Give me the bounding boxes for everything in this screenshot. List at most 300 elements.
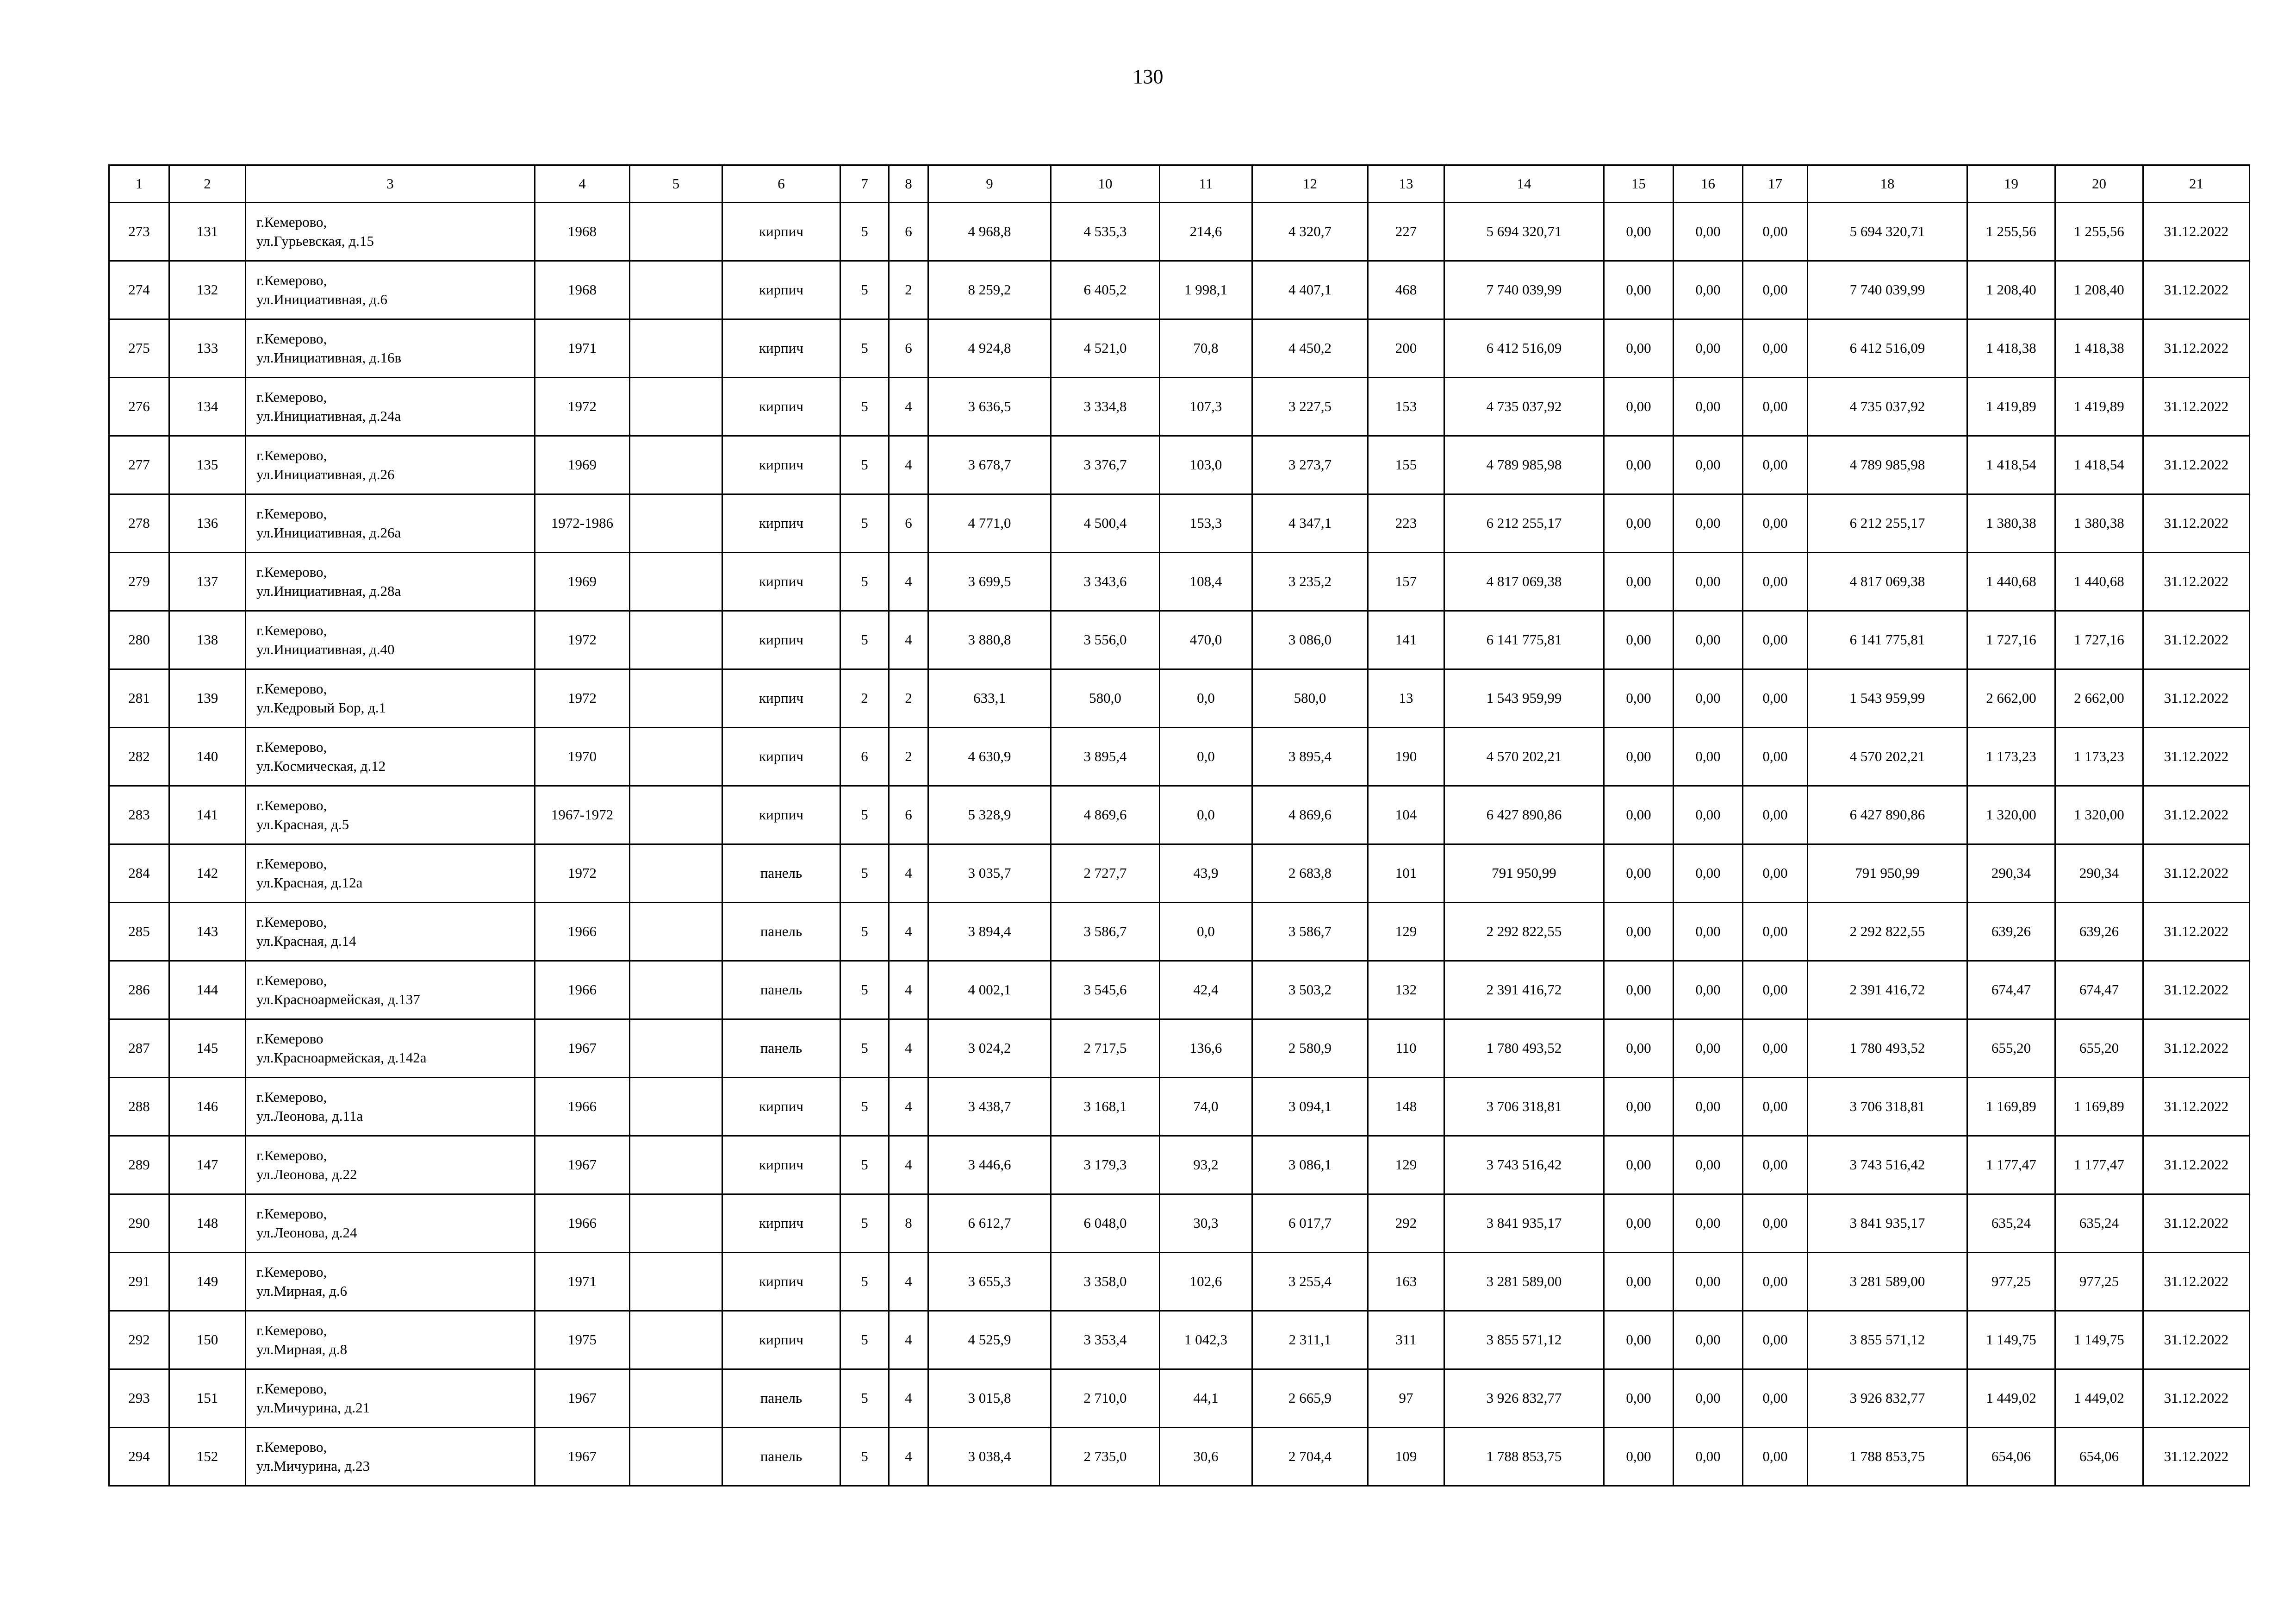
cell-c16: 0,00 [1674, 494, 1743, 553]
cell-c14: 2 391 416,72 [1444, 961, 1604, 1019]
cell-date: 31.12.2022 [2143, 1019, 2250, 1078]
cell-c16: 0,00 [1674, 669, 1743, 728]
table-row [109, 553, 2250, 611]
cell-m: 147 [169, 1136, 246, 1194]
cell-c15: 0,00 [1604, 669, 1674, 728]
cell-c13: 110 [1368, 1019, 1444, 1078]
cell-c19: 1 149,75 [1967, 1311, 2055, 1369]
address-city: г.Кемерово, [256, 1439, 327, 1455]
cell-c17: 0,00 [1743, 1253, 1808, 1311]
cell-c10: 3 353,4 [1051, 1311, 1160, 1369]
cell-date: 31.12.2022 [2143, 844, 2250, 903]
cell-date: 31.12.2022 [2143, 669, 2250, 728]
cell-entrances: 2 [889, 728, 928, 786]
table-row [109, 1078, 2250, 1136]
cell-c16: 0,00 [1674, 1428, 1743, 1486]
cell-c11: 470,0 [1160, 611, 1252, 669]
cell-c5 [630, 669, 722, 728]
cell-c15: 0,00 [1604, 203, 1674, 261]
cell-n: 274 [109, 261, 169, 319]
cell-c20: 1 320,00 [2055, 786, 2143, 844]
column-header-12: 12 [1252, 165, 1368, 203]
column-header-5: 5 [630, 165, 722, 203]
cell-c11: 1 998,1 [1160, 261, 1252, 319]
cell-material: кирпич [722, 319, 840, 378]
cell-c16: 0,00 [1674, 261, 1743, 319]
address-city: г.Кемерово, [256, 1322, 327, 1339]
cell-c14: 6 212 255,17 [1444, 494, 1604, 553]
cell-year: 1971 [535, 319, 630, 378]
cell-m: 144 [169, 961, 246, 1019]
cell-c20: 1 727,16 [2055, 611, 2143, 669]
cell-c14: 6 141 775,81 [1444, 611, 1604, 669]
address-cell [246, 203, 535, 261]
cell-c5 [630, 1428, 722, 1486]
cell-c12: 6 017,7 [1252, 1194, 1368, 1253]
cell-c9: 3 038,4 [928, 1428, 1051, 1486]
cell-floors: 5 [840, 611, 889, 669]
cell-c10: 4 535,3 [1051, 203, 1160, 261]
column-header-18: 18 [1808, 165, 1967, 203]
cell-c20: 639,26 [2055, 903, 2143, 961]
cell-c16: 0,00 [1674, 903, 1743, 961]
cell-floors: 5 [840, 1194, 889, 1253]
cell-c12: 4 347,1 [1252, 494, 1368, 553]
cell-date: 31.12.2022 [2143, 1194, 2250, 1253]
cell-c12: 4 450,2 [1252, 319, 1368, 378]
cell-c5 [630, 611, 722, 669]
cell-year: 1972 [535, 378, 630, 436]
cell-c10: 3 586,7 [1051, 903, 1160, 961]
cell-entrances: 2 [889, 669, 928, 728]
cell-c18: 3 706 318,81 [1808, 1078, 1967, 1136]
cell-c11: 30,6 [1160, 1428, 1252, 1486]
cell-c17: 0,00 [1743, 1136, 1808, 1194]
cell-c11: 30,3 [1160, 1194, 1252, 1253]
cell-c10: 4 869,6 [1051, 786, 1160, 844]
cell-c15: 0,00 [1604, 319, 1674, 378]
cell-c18: 2 292 822,55 [1808, 903, 1967, 961]
cell-material: кирпич [722, 786, 840, 844]
cell-c18: 6 412 516,09 [1808, 319, 1967, 378]
cell-n: 293 [109, 1369, 169, 1428]
cell-c14: 1 543 959,99 [1444, 669, 1604, 728]
column-header-14: 14 [1444, 165, 1604, 203]
address-street: ул.Гурьевская, д.15 [256, 232, 374, 249]
cell-c19: 1 727,16 [1967, 611, 2055, 669]
cell-entrances: 4 [889, 611, 928, 669]
cell-entrances: 4 [889, 1019, 928, 1078]
cell-c11: 0,0 [1160, 786, 1252, 844]
cell-entrances: 4 [889, 1369, 928, 1428]
cell-c5 [630, 1311, 722, 1369]
cell-c10: 3 545,6 [1051, 961, 1160, 1019]
address-street: ул.Инициативная, д.6 [256, 291, 387, 307]
cell-c15: 0,00 [1604, 844, 1674, 903]
address-city: г.Кемерово, [256, 914, 327, 931]
cell-c12: 3 086,1 [1252, 1136, 1368, 1194]
cell-c15: 0,00 [1604, 1253, 1674, 1311]
cell-year: 1969 [535, 553, 630, 611]
cell-c13: 153 [1368, 378, 1444, 436]
cell-c11: 108,4 [1160, 553, 1252, 611]
cell-year: 1966 [535, 903, 630, 961]
cell-c13: 148 [1368, 1078, 1444, 1136]
address-street: ул.Красноармейская, д.137 [256, 991, 420, 1007]
page-number: 130 [1132, 65, 1164, 88]
cell-m: 134 [169, 378, 246, 436]
cell-year: 1969 [535, 436, 630, 494]
table-row [109, 1311, 2250, 1369]
cell-c13: 129 [1368, 1136, 1444, 1194]
column-header-4: 4 [535, 165, 630, 203]
cell-c16: 0,00 [1674, 203, 1743, 261]
cell-c9: 6 612,7 [928, 1194, 1051, 1253]
cell-c10: 3 168,1 [1051, 1078, 1160, 1136]
cell-date: 31.12.2022 [2143, 1253, 2250, 1311]
cell-n: 291 [109, 1253, 169, 1311]
cell-c19: 977,25 [1967, 1253, 2055, 1311]
cell-c12: 2 704,4 [1252, 1428, 1368, 1486]
cell-c20: 1 418,38 [2055, 319, 2143, 378]
address-street: ул.Мичурина, д.21 [256, 1399, 370, 1416]
cell-year: 1966 [535, 1078, 630, 1136]
cell-year: 1975 [535, 1311, 630, 1369]
cell-c13: 223 [1368, 494, 1444, 553]
table-row [109, 1019, 2250, 1078]
cell-c10: 2 727,7 [1051, 844, 1160, 903]
cell-m: 132 [169, 261, 246, 319]
cell-c5 [630, 436, 722, 494]
cell-c9: 4 630,9 [928, 728, 1051, 786]
address-cell [246, 261, 535, 319]
cell-m: 133 [169, 319, 246, 378]
address-street: ул.Мичурина, д.23 [256, 1457, 370, 1474]
cell-n: 292 [109, 1311, 169, 1369]
cell-c20: 1 169,89 [2055, 1078, 2143, 1136]
cell-c17: 0,00 [1743, 903, 1808, 961]
cell-c12: 2 683,8 [1252, 844, 1368, 903]
table-row [109, 1253, 2250, 1311]
cell-date: 31.12.2022 [2143, 1311, 2250, 1369]
cell-m: 148 [169, 1194, 246, 1253]
cell-material: панель [722, 1428, 840, 1486]
cell-n: 285 [109, 903, 169, 961]
column-header-15: 15 [1604, 165, 1674, 203]
cell-c20: 1 173,23 [2055, 728, 2143, 786]
cell-c5 [630, 728, 722, 786]
cell-c17: 0,00 [1743, 1078, 1808, 1136]
cell-c19: 1 169,89 [1967, 1078, 2055, 1136]
table-row [109, 728, 2250, 786]
cell-c12: 3 273,7 [1252, 436, 1368, 494]
cell-material: кирпич [722, 378, 840, 436]
cell-c17: 0,00 [1743, 494, 1808, 553]
cell-material: кирпич [722, 669, 840, 728]
cell-year: 1968 [535, 203, 630, 261]
cell-n: 278 [109, 494, 169, 553]
cell-c5 [630, 961, 722, 1019]
cell-m: 151 [169, 1369, 246, 1428]
cell-material: панель [722, 844, 840, 903]
cell-c13: 311 [1368, 1311, 1444, 1369]
cell-c19: 290,34 [1967, 844, 2055, 903]
cell-c18: 6 212 255,17 [1808, 494, 1967, 553]
cell-c19: 1 255,56 [1967, 203, 2055, 261]
cell-entrances: 4 [889, 1078, 928, 1136]
cell-material: панель [722, 961, 840, 1019]
column-header-10: 10 [1051, 165, 1160, 203]
cell-c14: 6 427 890,86 [1444, 786, 1604, 844]
cell-c15: 0,00 [1604, 1194, 1674, 1253]
cell-c16: 0,00 [1674, 436, 1743, 494]
cell-c19: 639,26 [1967, 903, 2055, 961]
cell-material: кирпич [722, 1253, 840, 1311]
cell-c19: 1 418,54 [1967, 436, 2055, 494]
address-city: г.Кемерово, [256, 856, 327, 872]
cell-year: 1971 [535, 1253, 630, 1311]
table-row [109, 203, 2250, 261]
table-row [109, 786, 2250, 844]
cell-c20: 1 418,54 [2055, 436, 2143, 494]
cell-c17: 0,00 [1743, 1428, 1808, 1486]
cell-n: 289 [109, 1136, 169, 1194]
cell-c10: 2 717,5 [1051, 1019, 1160, 1078]
cell-c10: 6 405,2 [1051, 261, 1160, 319]
cell-c18: 3 855 571,12 [1808, 1311, 1967, 1369]
cell-c9: 3 678,7 [928, 436, 1051, 494]
cell-c16: 0,00 [1674, 786, 1743, 844]
cell-c10: 3 358,0 [1051, 1253, 1160, 1311]
cell-c12: 3 503,2 [1252, 961, 1368, 1019]
cell-c20: 674,47 [2055, 961, 2143, 1019]
cell-material: панель [722, 1019, 840, 1078]
cell-c19: 1 173,23 [1967, 728, 2055, 786]
cell-year: 1972 [535, 844, 630, 903]
cell-c18: 7 740 039,99 [1808, 261, 1967, 319]
cell-c18: 3 281 589,00 [1808, 1253, 1967, 1311]
address-street: ул.Космическая, д.12 [256, 757, 386, 774]
cell-c11: 102,6 [1160, 1253, 1252, 1311]
cell-c12: 3 586,7 [1252, 903, 1368, 961]
cell-c18: 1 543 959,99 [1808, 669, 1967, 728]
cell-c5 [630, 903, 722, 961]
cell-c14: 3 706 318,81 [1444, 1078, 1604, 1136]
cell-c11: 0,0 [1160, 903, 1252, 961]
cell-c5 [630, 494, 722, 553]
cell-c17: 0,00 [1743, 1369, 1808, 1428]
cell-entrances: 4 [889, 1428, 928, 1486]
cell-n: 283 [109, 786, 169, 844]
cell-c18: 1 788 853,75 [1808, 1428, 1967, 1486]
cell-entrances: 6 [889, 203, 928, 261]
cell-c20: 1 208,40 [2055, 261, 2143, 319]
cell-c18: 4 789 985,98 [1808, 436, 1967, 494]
cell-c12: 2 665,9 [1252, 1369, 1368, 1428]
cell-c15: 0,00 [1604, 553, 1674, 611]
cell-c17: 0,00 [1743, 669, 1808, 728]
cell-floors: 5 [840, 553, 889, 611]
cell-c13: 97 [1368, 1369, 1444, 1428]
cell-c9: 3 894,4 [928, 903, 1051, 961]
cell-c15: 0,00 [1604, 728, 1674, 786]
address-cell [246, 728, 535, 786]
address-city: г.Кемерово, [256, 331, 327, 347]
cell-c9: 3 655,3 [928, 1253, 1051, 1311]
cell-c14: 4 735 037,92 [1444, 378, 1604, 436]
cell-n: 286 [109, 961, 169, 1019]
cell-c5 [630, 1019, 722, 1078]
address-cell [246, 494, 535, 553]
cell-c16: 0,00 [1674, 1078, 1743, 1136]
cell-c13: 200 [1368, 319, 1444, 378]
table-row [109, 1136, 2250, 1194]
address-street: ул.Леонова, д.22 [256, 1166, 357, 1182]
cell-date: 31.12.2022 [2143, 203, 2250, 261]
column-header-3: 3 [246, 165, 535, 203]
cell-floors: 5 [840, 261, 889, 319]
cell-c9: 3 015,8 [928, 1369, 1051, 1428]
cell-year: 1967 [535, 1369, 630, 1428]
cell-c10: 2 710,0 [1051, 1369, 1160, 1428]
cell-c16: 0,00 [1674, 378, 1743, 436]
address-cell [246, 436, 535, 494]
cell-c5 [630, 1136, 722, 1194]
cell-c17: 0,00 [1743, 961, 1808, 1019]
cell-date: 31.12.2022 [2143, 1136, 2250, 1194]
cell-n: 276 [109, 378, 169, 436]
cell-c11: 214,6 [1160, 203, 1252, 261]
cell-c20: 1 380,38 [2055, 494, 2143, 553]
cell-c15: 0,00 [1604, 611, 1674, 669]
cell-c18: 791 950,99 [1808, 844, 1967, 903]
cell-c20: 1 449,02 [2055, 1369, 2143, 1428]
address-city: г.Кемерово, [256, 972, 327, 989]
cell-c10: 3 179,3 [1051, 1136, 1160, 1194]
cell-c9: 8 259,2 [928, 261, 1051, 319]
column-header-17: 17 [1743, 165, 1808, 203]
cell-date: 31.12.2022 [2143, 728, 2250, 786]
cell-c18: 4 735 037,92 [1808, 378, 1967, 436]
address-cell [246, 903, 535, 961]
column-header-20: 20 [2055, 165, 2143, 203]
cell-material: кирпич [722, 1194, 840, 1253]
cell-c14: 4 789 985,98 [1444, 436, 1604, 494]
cell-c5 [630, 319, 722, 378]
cell-c18: 1 780 493,52 [1808, 1019, 1967, 1078]
cell-n: 280 [109, 611, 169, 669]
cell-floors: 5 [840, 961, 889, 1019]
cell-c20: 655,20 [2055, 1019, 2143, 1078]
address-street: ул.Красная, д.12а [256, 874, 363, 891]
table-row [109, 378, 2250, 436]
address-cell [246, 319, 535, 378]
cell-c20: 1 149,75 [2055, 1311, 2143, 1369]
cell-year: 1972 [535, 669, 630, 728]
column-header-11: 11 [1160, 165, 1252, 203]
cell-n: 275 [109, 319, 169, 378]
cell-floors: 5 [840, 1311, 889, 1369]
cell-c17: 0,00 [1743, 553, 1808, 611]
cell-c14: 3 743 516,42 [1444, 1136, 1604, 1194]
cell-c20: 1 177,47 [2055, 1136, 2143, 1194]
address-cell [246, 1136, 535, 1194]
cell-c11: 136,6 [1160, 1019, 1252, 1078]
cell-m: 146 [169, 1078, 246, 1136]
cell-date: 31.12.2022 [2143, 494, 2250, 553]
cell-c19: 1 449,02 [1967, 1369, 2055, 1428]
cell-material: кирпич [722, 728, 840, 786]
cell-c17: 0,00 [1743, 786, 1808, 844]
address-cell [246, 786, 535, 844]
cell-c13: 468 [1368, 261, 1444, 319]
cell-material: кирпич [722, 261, 840, 319]
address-cell [246, 961, 535, 1019]
address-street: ул.Леонова, д.11а [256, 1107, 363, 1124]
cell-n: 294 [109, 1428, 169, 1486]
cell-material: кирпич [722, 1078, 840, 1136]
cell-c11: 44,1 [1160, 1369, 1252, 1428]
cell-c5 [630, 1078, 722, 1136]
cell-n: 290 [109, 1194, 169, 1253]
cell-n: 284 [109, 844, 169, 903]
address-street: ул.Инициативная, д.28а [256, 582, 401, 599]
cell-n: 287 [109, 1019, 169, 1078]
cell-c11: 1 042,3 [1160, 1311, 1252, 1369]
cell-floors: 2 [840, 669, 889, 728]
cell-c20: 977,25 [2055, 1253, 2143, 1311]
cell-date: 31.12.2022 [2143, 961, 2250, 1019]
cell-c17: 0,00 [1743, 611, 1808, 669]
cell-floors: 5 [840, 1019, 889, 1078]
cell-m: 142 [169, 844, 246, 903]
table-body [109, 203, 2250, 1486]
address-city: г.Кемерово, [256, 1089, 327, 1106]
cell-floors: 5 [840, 203, 889, 261]
cell-c19: 2 662,00 [1967, 669, 2055, 728]
cell-entrances: 4 [889, 378, 928, 436]
cell-c10: 3 895,4 [1051, 728, 1160, 786]
cell-material: кирпич [722, 553, 840, 611]
cell-c14: 3 841 935,17 [1444, 1194, 1604, 1253]
table-row [109, 961, 2250, 1019]
table-row [109, 611, 2250, 669]
cell-c13: 129 [1368, 903, 1444, 961]
cell-c14: 5 694 320,71 [1444, 203, 1604, 261]
cell-c9: 3 035,7 [928, 844, 1051, 903]
cell-c16: 0,00 [1674, 728, 1743, 786]
address-street: ул.Красная, д.14 [256, 932, 356, 949]
cell-c9: 3 438,7 [928, 1078, 1051, 1136]
cell-year: 1972 [535, 611, 630, 669]
cell-floors: 5 [840, 1253, 889, 1311]
address-cell [246, 378, 535, 436]
cell-c19: 635,24 [1967, 1194, 2055, 1253]
cell-c16: 0,00 [1674, 553, 1743, 611]
column-number-header-row [109, 165, 2250, 203]
cell-c14: 7 740 039,99 [1444, 261, 1604, 319]
cell-c13: 132 [1368, 961, 1444, 1019]
cell-c19: 655,20 [1967, 1019, 2055, 1078]
cell-c10: 3 376,7 [1051, 436, 1160, 494]
cell-year: 1972-1986 [535, 494, 630, 553]
cell-c16: 0,00 [1674, 1136, 1743, 1194]
cell-c17: 0,00 [1743, 261, 1808, 319]
cell-n: 273 [109, 203, 169, 261]
cell-c18: 4 570 202,21 [1808, 728, 1967, 786]
table-row [109, 669, 2250, 728]
cell-c10: 4 521,0 [1051, 319, 1160, 378]
